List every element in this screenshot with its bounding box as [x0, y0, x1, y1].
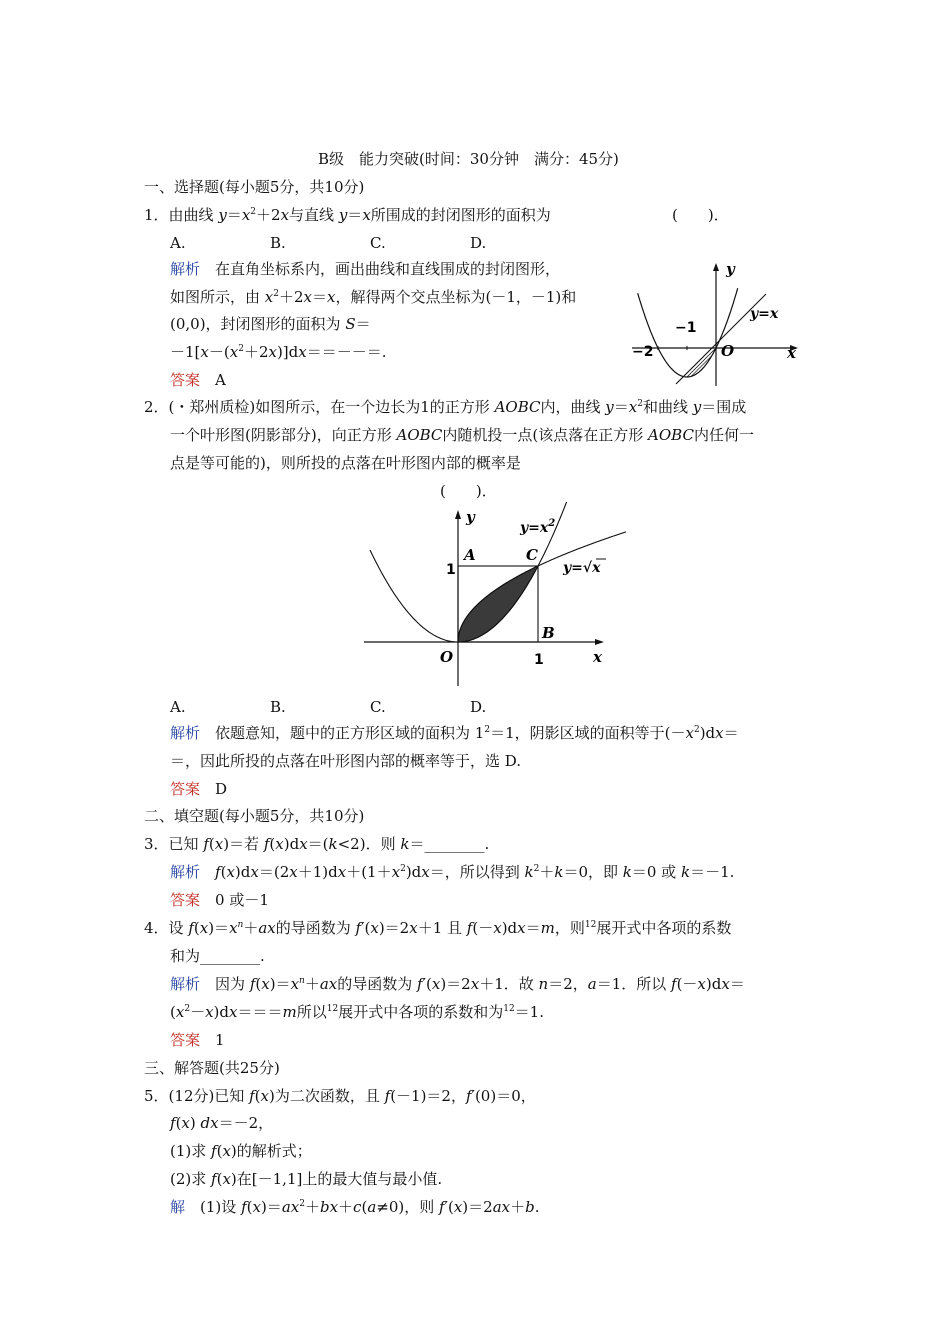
label-y: y	[466, 508, 475, 526]
analysis-label: 解析	[170, 863, 201, 881]
label-c: C	[526, 546, 538, 564]
question-5-stem-2: f(x) dx＝－2，	[170, 1114, 274, 1132]
y-axis-arrow	[713, 263, 719, 271]
question-4-stem-1: 4．设 $f(x)=x^n+ax$的导函数为 f′(x)＝2x＋1 且 f(－x)dx＝m，则$^{12}$展开式中各项的系数	[144, 919, 732, 937]
label-origin: O	[440, 648, 454, 666]
section-heading-solve: 三、解答题(共25分)	[144, 1059, 280, 1077]
question-2-stem-1: 2．(・郑州质检)如图所示，在一个边长为1的正方形 AOBC内，曲线 $y=x^2$和曲线 y＝围成	[144, 398, 747, 416]
label-x: x	[787, 344, 796, 362]
label-1-y: 1	[446, 562, 456, 578]
analysis-label: 解析	[170, 260, 201, 278]
label-y-eq-x: y=x	[750, 306, 779, 322]
label-1-x: 1	[534, 652, 544, 668]
label-a: A	[464, 546, 476, 564]
analysis-label: 解析	[170, 724, 201, 742]
option-c[interactable]: C.	[370, 234, 386, 252]
label-minus-1: −1	[675, 320, 697, 336]
figure-q2-graph	[360, 502, 630, 692]
shaded-region	[687, 348, 716, 377]
answer-label: 答案	[170, 891, 201, 909]
option-a[interactable]: A.	[170, 234, 186, 252]
label-y-eq-x-squared: $y=x^2$	[520, 518, 556, 536]
option-d[interactable]: D.	[470, 698, 487, 716]
question-1-options	[170, 233, 570, 253]
solution-label: 解	[170, 1198, 186, 1216]
question-1-analysis-4: $-1[x-(x^2+2x)]dx==--=$.	[170, 343, 387, 361]
answer-label: 答案	[170, 780, 201, 798]
question-5-solution: 解 (1)设 $f(x)=ax^2+bx+c(a\ne 0)$，则 f′(x)＝2ax＋b.	[170, 1198, 540, 1216]
question-3-analysis: 解析 $f(x)dx=(2x+1)dx+(1+x^2)dx=$，所以得到 $k^2+k=0$，即 k＝0 或 k＝－1.	[170, 863, 735, 881]
option-c[interactable]: C.	[370, 698, 386, 716]
y-axis-arrow	[455, 510, 461, 519]
question-3-stem: 3．已知 f(x)＝若 f(x)dx＝(k<2)．则 k＝________.	[144, 835, 490, 853]
answer-label: 答案	[170, 1031, 201, 1049]
option-a[interactable]: A.	[170, 698, 186, 716]
section-heading-fill: 二、填空题(每小题5分，共10分)	[144, 807, 365, 825]
leaf-shaded-region	[458, 566, 538, 642]
question-2-answer: 答案 D	[170, 780, 228, 798]
analysis-label: 解析	[170, 975, 201, 993]
question-3-answer: 答案 0 或－1	[170, 891, 269, 909]
x-axis-arrow	[595, 639, 604, 645]
question-1-paren: ( )．	[672, 206, 729, 224]
label-origin: O	[721, 342, 735, 360]
question-5-stem-1: 5．(12分)已知 f(x)为二次函数，且 f(－1)＝2，f′(0)＝0，	[144, 1087, 536, 1105]
option-b[interactable]: B.	[270, 234, 286, 252]
figure-q1-graph	[626, 260, 806, 390]
question-5-part-1: (1)求 f(x)的解析式；	[170, 1142, 312, 1160]
question-1-analysis-2: 如图所示，由 $x^2+2x=x$，解得两个交点坐标为(－1，－1)和	[170, 288, 577, 306]
question-1-analysis-1: 解析 在直角坐标系内，画出曲线和直线围成的封闭图形，	[170, 260, 561, 278]
label-y: y	[726, 260, 735, 278]
section-header: B级 能力突破(时间：30分钟 满分：45分)	[318, 150, 619, 168]
label-x: x	[593, 648, 602, 666]
answer-label: 答案	[170, 371, 201, 389]
question-2-analysis-2: ＝，因此所投的点落在叶形图内部的概率等于，选 D.	[170, 752, 522, 770]
question-1-analysis-3: (0,0)，封闭图形的面积为 S＝	[170, 315, 371, 333]
question-2-stem-3: 点是等可能的)，则所投的点落在叶形图内部的概率是	[170, 454, 521, 472]
option-b[interactable]: B.	[270, 698, 286, 716]
question-5-part-2: (2)求 f(x)在[－1,1]上的最大值与最小值.	[170, 1170, 443, 1188]
question-4-analysis-2: $(x^2-x)dx===m$所以$^{12}$展开式中各项的系数和为$^{12}$＝1.	[170, 1003, 544, 1021]
question-4-answer: 答案 1	[170, 1031, 225, 1049]
label-b: B	[542, 624, 555, 642]
label-minus-2: −2	[632, 344, 654, 360]
question-2-analysis-1: 解析 依题意知，题中的正方形区域的面积为 $1^2=1$，阴影区域的面积等于$(-x^2)dx=$	[170, 724, 739, 742]
question-1-answer: 答案 A	[170, 371, 226, 389]
question-2-stem-2: 一个叶形图(阴影部分)，向正方形 AOBC内随机投一点(该点落在正方形 AOBC内任何一	[170, 426, 754, 444]
question-1-stem: 1．由曲线 $y=x^2+2x$与直线 y＝x所围成的封闭图形的面积为	[144, 206, 551, 224]
question-4-analysis-1: 解析 因为 $f(x)=x^n+ax$的导函数为 f′(x)＝2x＋1．故 n＝2，a＝1．所以 f(－x)dx＝	[170, 975, 745, 993]
question-2-paren: ( )．	[440, 482, 497, 500]
label-y-eq-sqrt-x: y=√x	[563, 560, 601, 576]
question-2-options	[170, 697, 570, 717]
question-4-stem-2: 和为________.	[170, 947, 265, 965]
option-d[interactable]: D.	[470, 234, 487, 252]
section-heading-choice: 一、选择题(每小题5分，共10分)	[144, 178, 365, 196]
